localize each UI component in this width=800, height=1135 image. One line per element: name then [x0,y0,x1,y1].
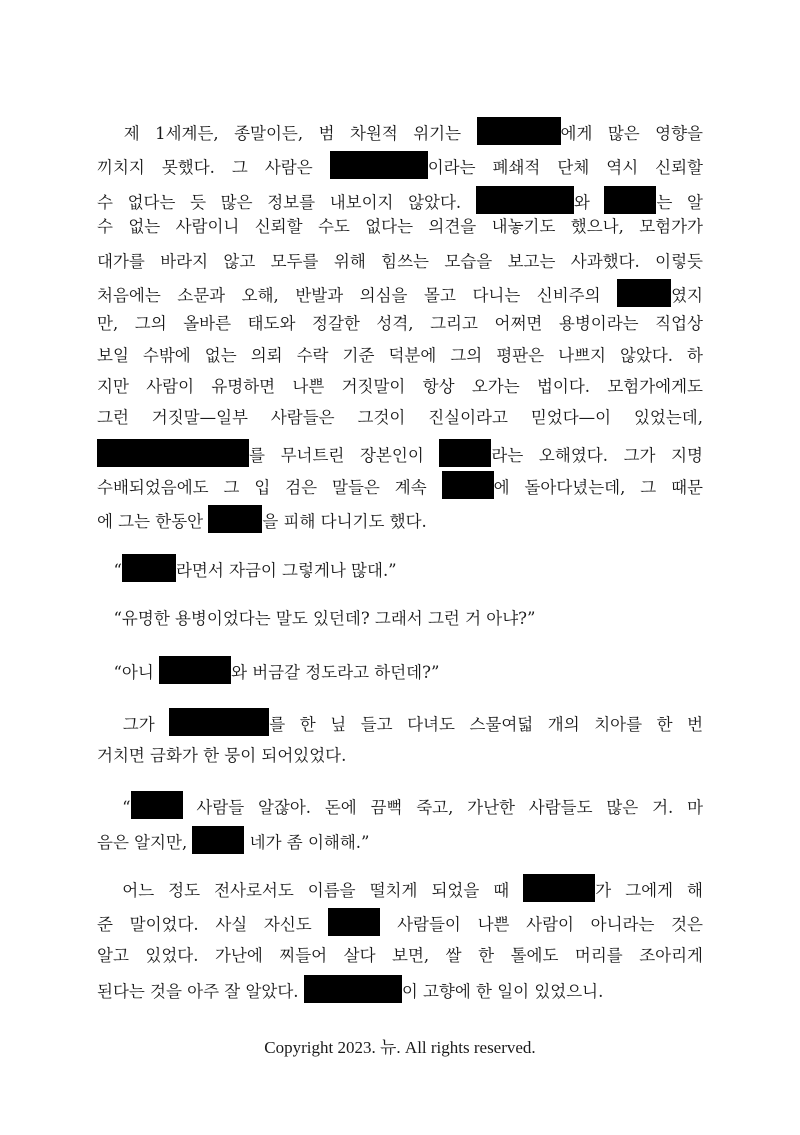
text-segment: 가 그에게 해 [595,881,703,900]
text-segment: 제 1세계든, 종말이든, 범 차원적 위기는 [97,124,477,143]
text-segment: 만, 그의 올바른 태도와 정갈한 성격, 그리고 어쩌면 용병이라는 직업상 [97,314,703,333]
text-segment: “ [97,561,122,580]
text-line [97,248,703,276]
text-segment: 에게 많은 영향을 [560,124,703,143]
text-line [97,505,703,533]
text-line [97,342,703,370]
text-segment: 를 무너트린 장본인이 [249,446,440,465]
text-segment: 대가를 바라지 않고 모두를 위해 힘쓰는 모습을 보고는 사과했다. 이렇듯 [97,252,703,271]
redaction-box [208,505,262,533]
text-line [97,708,703,736]
text-segment: 그런 거짓말—일부 사람들은 그것이 진실이라고 믿었다—이 있었는데, [97,408,703,427]
text-segment: 라는 오해였다. 그가 지명 [491,446,703,465]
text-line [97,213,703,241]
text-segment: 끼치지 못했다. 그 사람은 [97,158,330,177]
text-line [97,373,703,401]
redaction-box [192,826,244,854]
text-segment: 수 없다는 듯 많은 정보를 내보이지 않았다. [97,193,476,212]
redaction-box [477,117,561,145]
text-segment: 이라는 폐쇄적 단체 역시 신뢰할 [427,158,703,177]
text-segment: 거치면 금화가 한 뭉이 되어있었다. [97,746,347,765]
redaction-box [604,186,656,214]
text-segment: 수 없는 사람이니 신뢰할 수도 없다는 의견을 내놓기도 했으나, 모험가가 [97,217,703,236]
copyright-footer: Copyright 2023. 뉴. All rights reserved. [264,1038,536,1057]
redaction-box [169,708,269,736]
redaction-box [122,554,176,582]
text-segment: 와 버금갈 정도라고 하던데?” [231,663,440,682]
text-segment: 사람들 알잖아. 돈에 끔뻑 죽고, 가난한 사람들도 많은 거. 마 [182,798,703,817]
text-line [97,874,703,902]
text-segment: 준 말이었다. 사실 자신도 [97,915,329,934]
redaction-box [523,874,595,902]
text-segment: 와 [573,193,605,212]
redaction-box [131,791,183,819]
text-segment: 네가 좀 이해해.” [244,833,370,852]
text-line [97,554,703,582]
text-line [97,942,703,970]
text-segment: 보일 수밖에 없는 의뢰 수락 기준 덕분에 그의 평판은 나쁘지 않았다. 하 [97,346,703,365]
text-segment: 라면서 자금이 그렇게나 많대.” [175,561,397,580]
redaction-box [97,439,249,467]
text-segment: 알고 있었다. 가난에 찌들어 살다 보면, 쌀 한 톨에도 머리를 조아리게 [97,946,703,965]
text-segment: 는 알 [656,193,703,212]
text-line [97,186,703,214]
text-segment: 이 고향에 한 일이 있었으니. [401,982,604,1001]
text-segment: “ [97,798,131,817]
text-line [97,975,703,1003]
redaction-box [304,975,402,1003]
redaction-box [476,186,574,214]
text-segment: 였지 [671,286,703,305]
text-segment: 음은 알지만, [97,833,193,852]
text-line [97,279,703,307]
text-line [97,310,703,338]
text-segment: 을 피해 다니기도 했다. [262,512,427,531]
text-line [97,908,703,936]
text-segment: 지만 사람이 유명하면 나쁜 거짓말이 항상 오가는 법이다. 모험가에게도 [97,377,703,396]
text-segment: 사람들이 나쁜 사람이 아니라는 것은 [380,915,703,934]
text-line [97,742,703,770]
text-segment: 를 한 닢 들고 다녀도 스물여덟 개의 치아를 한 번 [269,715,703,734]
text-segment: 처음에는 소문과 오해, 반발과 의심을 몰고 다니는 신비주의 [97,286,618,305]
redaction-box [439,439,491,467]
redaction-box [159,656,231,684]
text-line [97,439,703,467]
text-segment: “아니 [97,663,160,682]
redaction-box [442,471,494,499]
text-line [97,151,703,179]
redaction-box [617,279,671,307]
text-line [97,791,703,819]
text-line [97,656,703,684]
redaction-box [328,908,380,936]
text-line [97,404,703,432]
text-segment: 에 돌아다녔는데, 그 때문 [493,478,703,497]
text-line [97,471,703,499]
redaction-box [330,151,428,179]
text-segment: 된다는 것을 아주 잘 알았다. [97,982,304,1001]
text-segment: 에 그는 한동안 [97,512,209,531]
text-line [97,605,703,633]
text-segment: 그가 [97,715,170,734]
text-line [97,826,703,854]
text-segment: 어느 정도 전사로서도 이름을 떨치게 되었을 때 [97,881,524,900]
text-segment: 수배되었음에도 그 입 검은 말들은 계속 [97,478,442,497]
text-segment: “유명한 용병이었다는 말도 있던데? 그래서 그런 거 아냐?” [97,609,536,628]
text-line [97,117,703,145]
